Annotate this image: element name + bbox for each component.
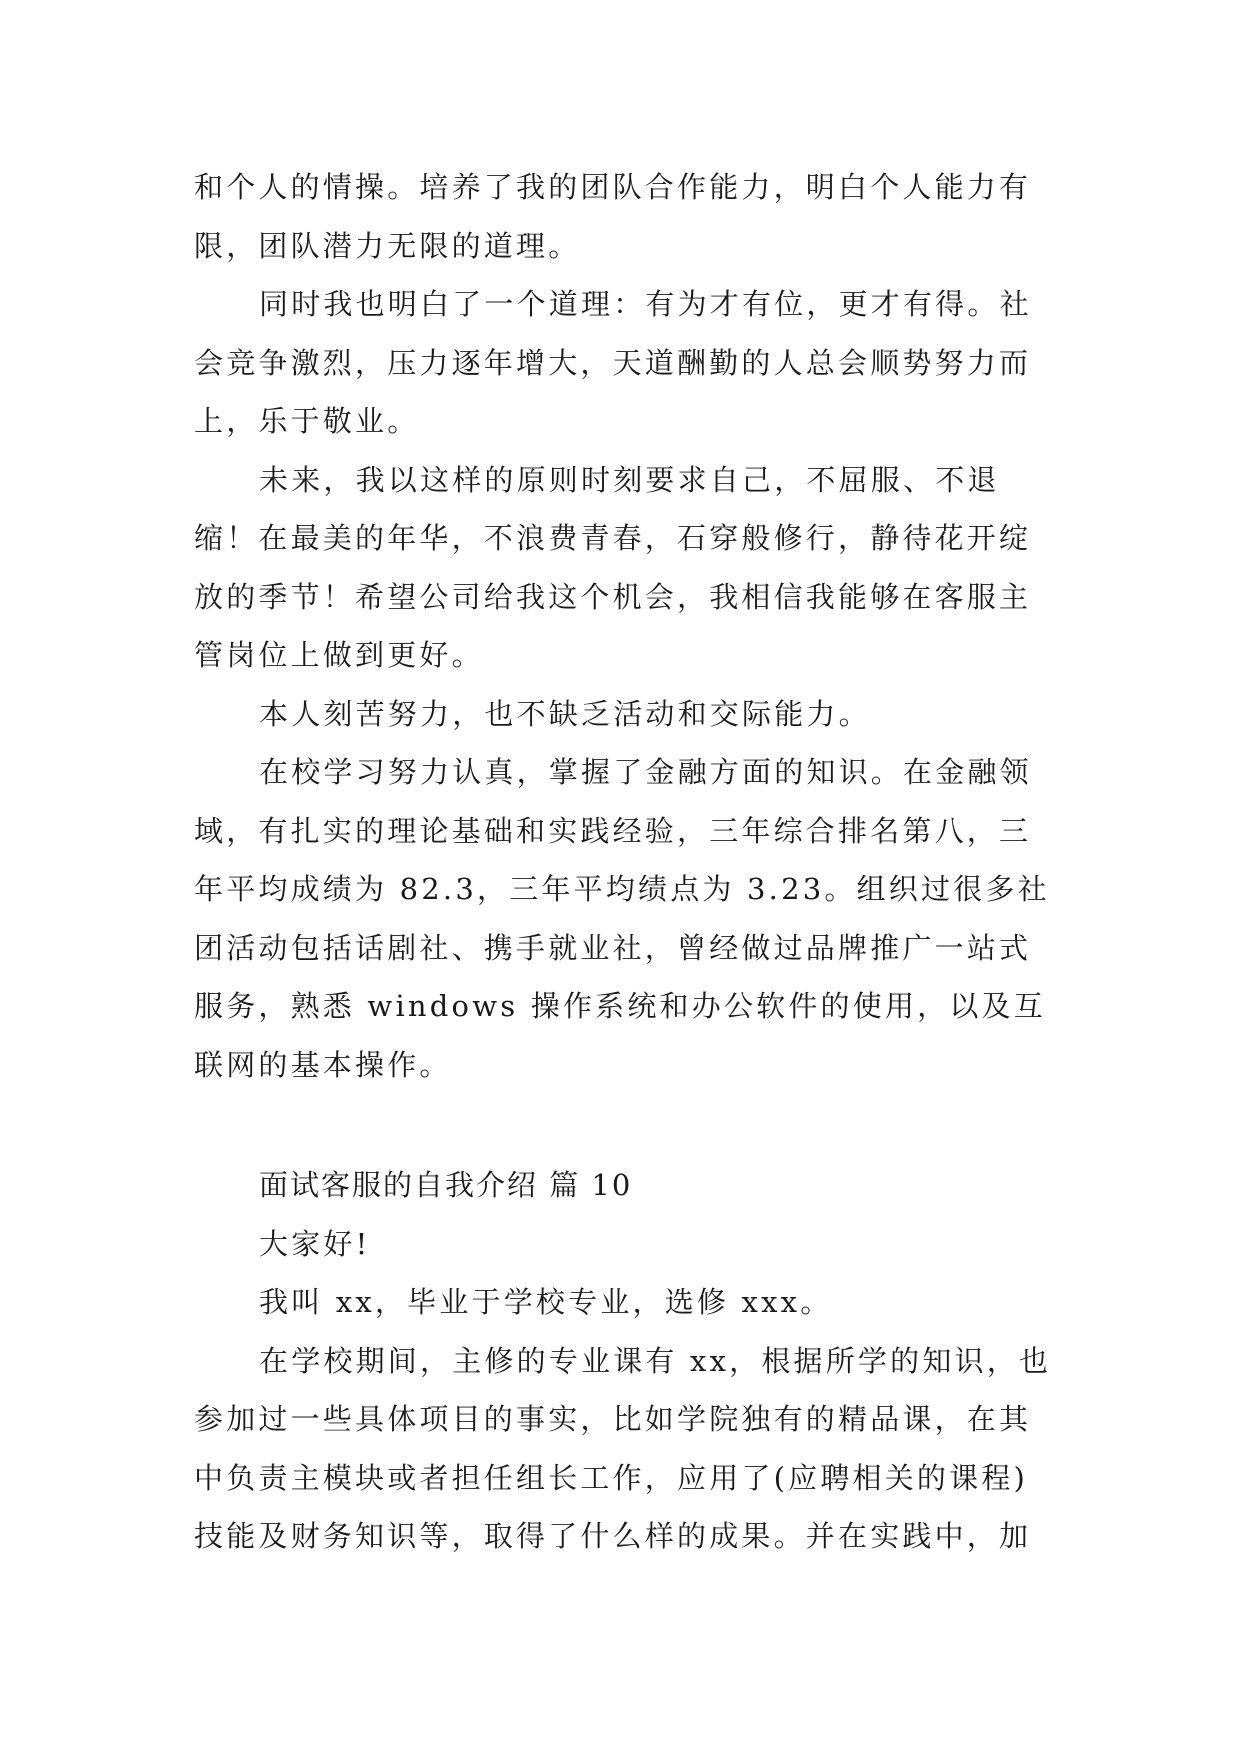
paragraph: 在校学习努力认真，掌握了金融方面的知识。在金融领域，有扎实的理论基础和实践经验，三年综合排名第八，三年平均成绩为 82.3，三年平均绩点为 3.23。组织过很多社团活动包括话剧社、携手就业社，曾经做过品牌推广一站式服务，熟悉 windows 操作系统和办公软件的使用，以及互联网的基本操作。 — [194, 755, 1050, 1082]
paragraph: 未来，我以这样的原则时刻要求自己，不屈服、不退缩！在最美的年华，不浪费青春，石穿般修行，静待花开绽放的季节！希望公司给我这个机会，我相信我能够在客服主管岗位上做到更好。 — [194, 462, 1032, 672]
paragraph-continued: 和个人的情操。培养了我的团队合作能力，明白个人能力有限，团队潜力无限的道理。 — [194, 170, 1032, 263]
paragraph: 同时我也明白了一个道理：有为才有位，更才有得。社会竞争激烈，压力逐年增大，天道酬勤的人总会顺势努力而上，乐于敬业。 — [194, 287, 1032, 438]
paragraph: 在学校期间，主修的专业课有 xx，根据所学的知识，也参加过一些具体项目的事实，比如学院独有的精品课，在其中负责主模块或者担任组长工作，应用了(应聘相关的课程)技能及财务知识等，取得了什么样的成果。并在实践中，加 — [194, 1343, 1052, 1553]
paragraph: 我叫 xx，毕业于学校专业，选修 xxx。 — [259, 1285, 833, 1319]
section-gap — [194, 1094, 1054, 1156]
paragraph: 本人刻苦努力，也不缺乏活动和交际能力。 — [259, 696, 871, 731]
section-title: 面试客服的自我介绍 篇 10 — [259, 1168, 633, 1202]
document-page — [194, 158, 1054, 1566]
paragraph-greeting: 大家好! — [259, 1226, 371, 1261]
